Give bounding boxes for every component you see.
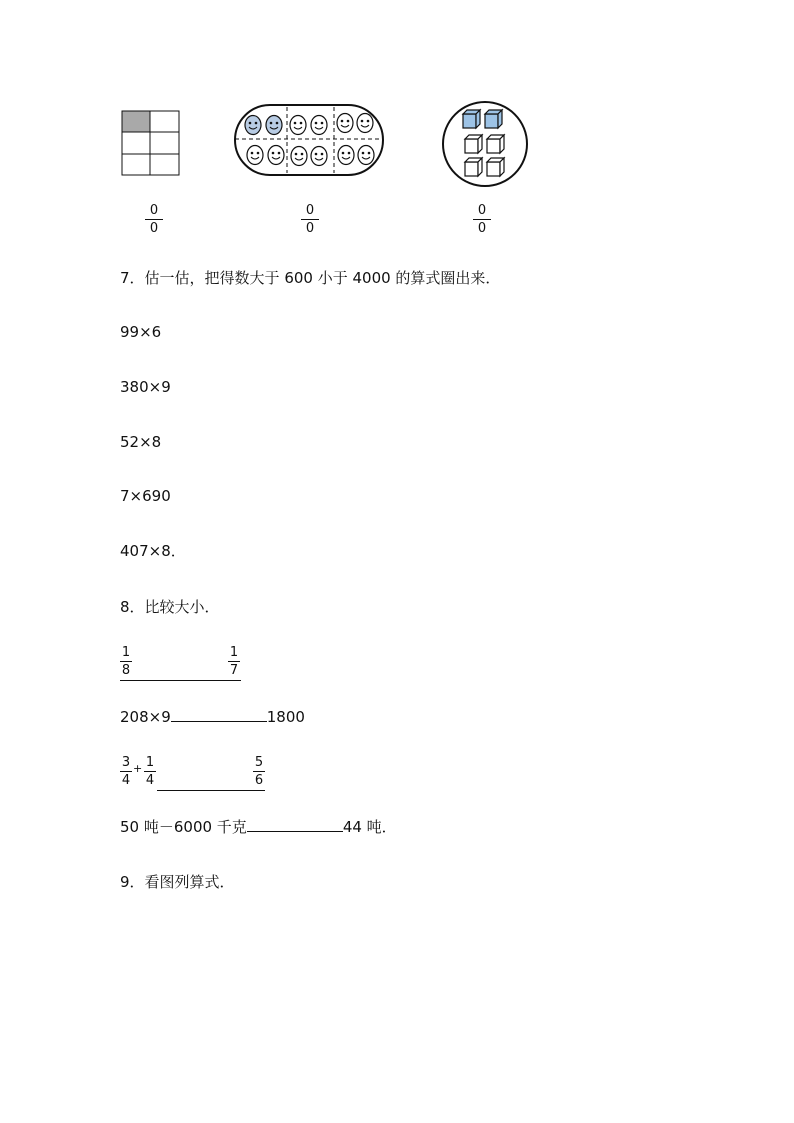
q8-row2-answer-blank[interactable] xyxy=(171,721,267,722)
smiley-face-icon xyxy=(338,146,354,165)
q7-item[interactable]: 99×6 xyxy=(120,323,162,341)
q8-row1-left-fraction: 1 8 xyxy=(121,645,131,678)
q8-row4-answer-blank[interactable] xyxy=(247,831,343,832)
smiley-face-icon xyxy=(337,114,353,133)
grid-fraction-numerator: 0 xyxy=(149,203,159,218)
faces-fraction-denominator: 0 xyxy=(305,221,315,236)
grid-fraction-denominator: 0 xyxy=(149,221,159,236)
q8-row3-right-fraction: 5 6 xyxy=(254,755,264,788)
grid-figure xyxy=(121,110,181,178)
q8-row4-right: 44 吨． xyxy=(342,818,397,836)
smiley-face-icon xyxy=(358,146,374,165)
smiley-faces-figure xyxy=(233,103,385,177)
q8-row3-fraction-b: 1 4 xyxy=(145,755,155,788)
smiley-face-icon xyxy=(245,116,261,135)
smiley-face-icon xyxy=(311,147,327,166)
q8-row2-right: 1800 xyxy=(266,708,305,726)
cube-icon xyxy=(485,110,502,128)
cube-icon xyxy=(465,135,482,153)
cubes-fraction-denominator: 0 xyxy=(477,221,487,236)
smiley-face-icon xyxy=(268,146,284,165)
faces-fraction-numerator: 0 xyxy=(305,203,315,218)
q7-title: 7．估一估，把得数大于 600 小于 4000 的算式圈出来． xyxy=(120,269,501,287)
q8-row2-left: 208×9 xyxy=(120,708,171,726)
q7-item[interactable]: 7×690 xyxy=(120,487,171,505)
q8-row2 xyxy=(120,707,305,727)
q7-item[interactable]: 407×8． xyxy=(120,542,186,560)
smiley-face-icon xyxy=(247,146,263,165)
q8-row4-left: 50 吨－6000 千克 xyxy=(120,818,247,836)
grid-fraction xyxy=(145,203,163,236)
cube-icon xyxy=(487,135,504,153)
q8-row1-answer-blank[interactable] xyxy=(120,680,241,681)
q8-title: 8．比较大小． xyxy=(120,598,220,616)
smiley-face-icon xyxy=(291,147,307,166)
q8-row3-fraction-a: 3 4 xyxy=(121,755,131,788)
smiley-face-icon xyxy=(357,114,373,133)
smiley-face-icon xyxy=(311,116,327,135)
cubes-fraction-numerator: 0 xyxy=(477,203,487,218)
q8-row3-answer-blank[interactable] xyxy=(157,790,265,791)
cube-icon xyxy=(465,158,482,176)
cube-icon xyxy=(487,158,504,176)
q9-title: 9．看图列算式． xyxy=(120,873,235,891)
smiley-face-icon xyxy=(266,116,282,135)
cubes-figure xyxy=(441,100,529,188)
cube-icon xyxy=(463,110,480,128)
q7-item[interactable]: 380×9 xyxy=(120,378,171,396)
cubes-fraction xyxy=(473,203,491,236)
q8-row3-plus: + xyxy=(133,762,143,775)
q8-row4 xyxy=(120,817,397,837)
faces-fraction xyxy=(301,203,319,236)
smiley-face-icon xyxy=(290,116,306,135)
q8-row1-right-fraction: 1 7 xyxy=(229,645,239,678)
q7-item[interactable]: 52×8 xyxy=(120,433,162,451)
